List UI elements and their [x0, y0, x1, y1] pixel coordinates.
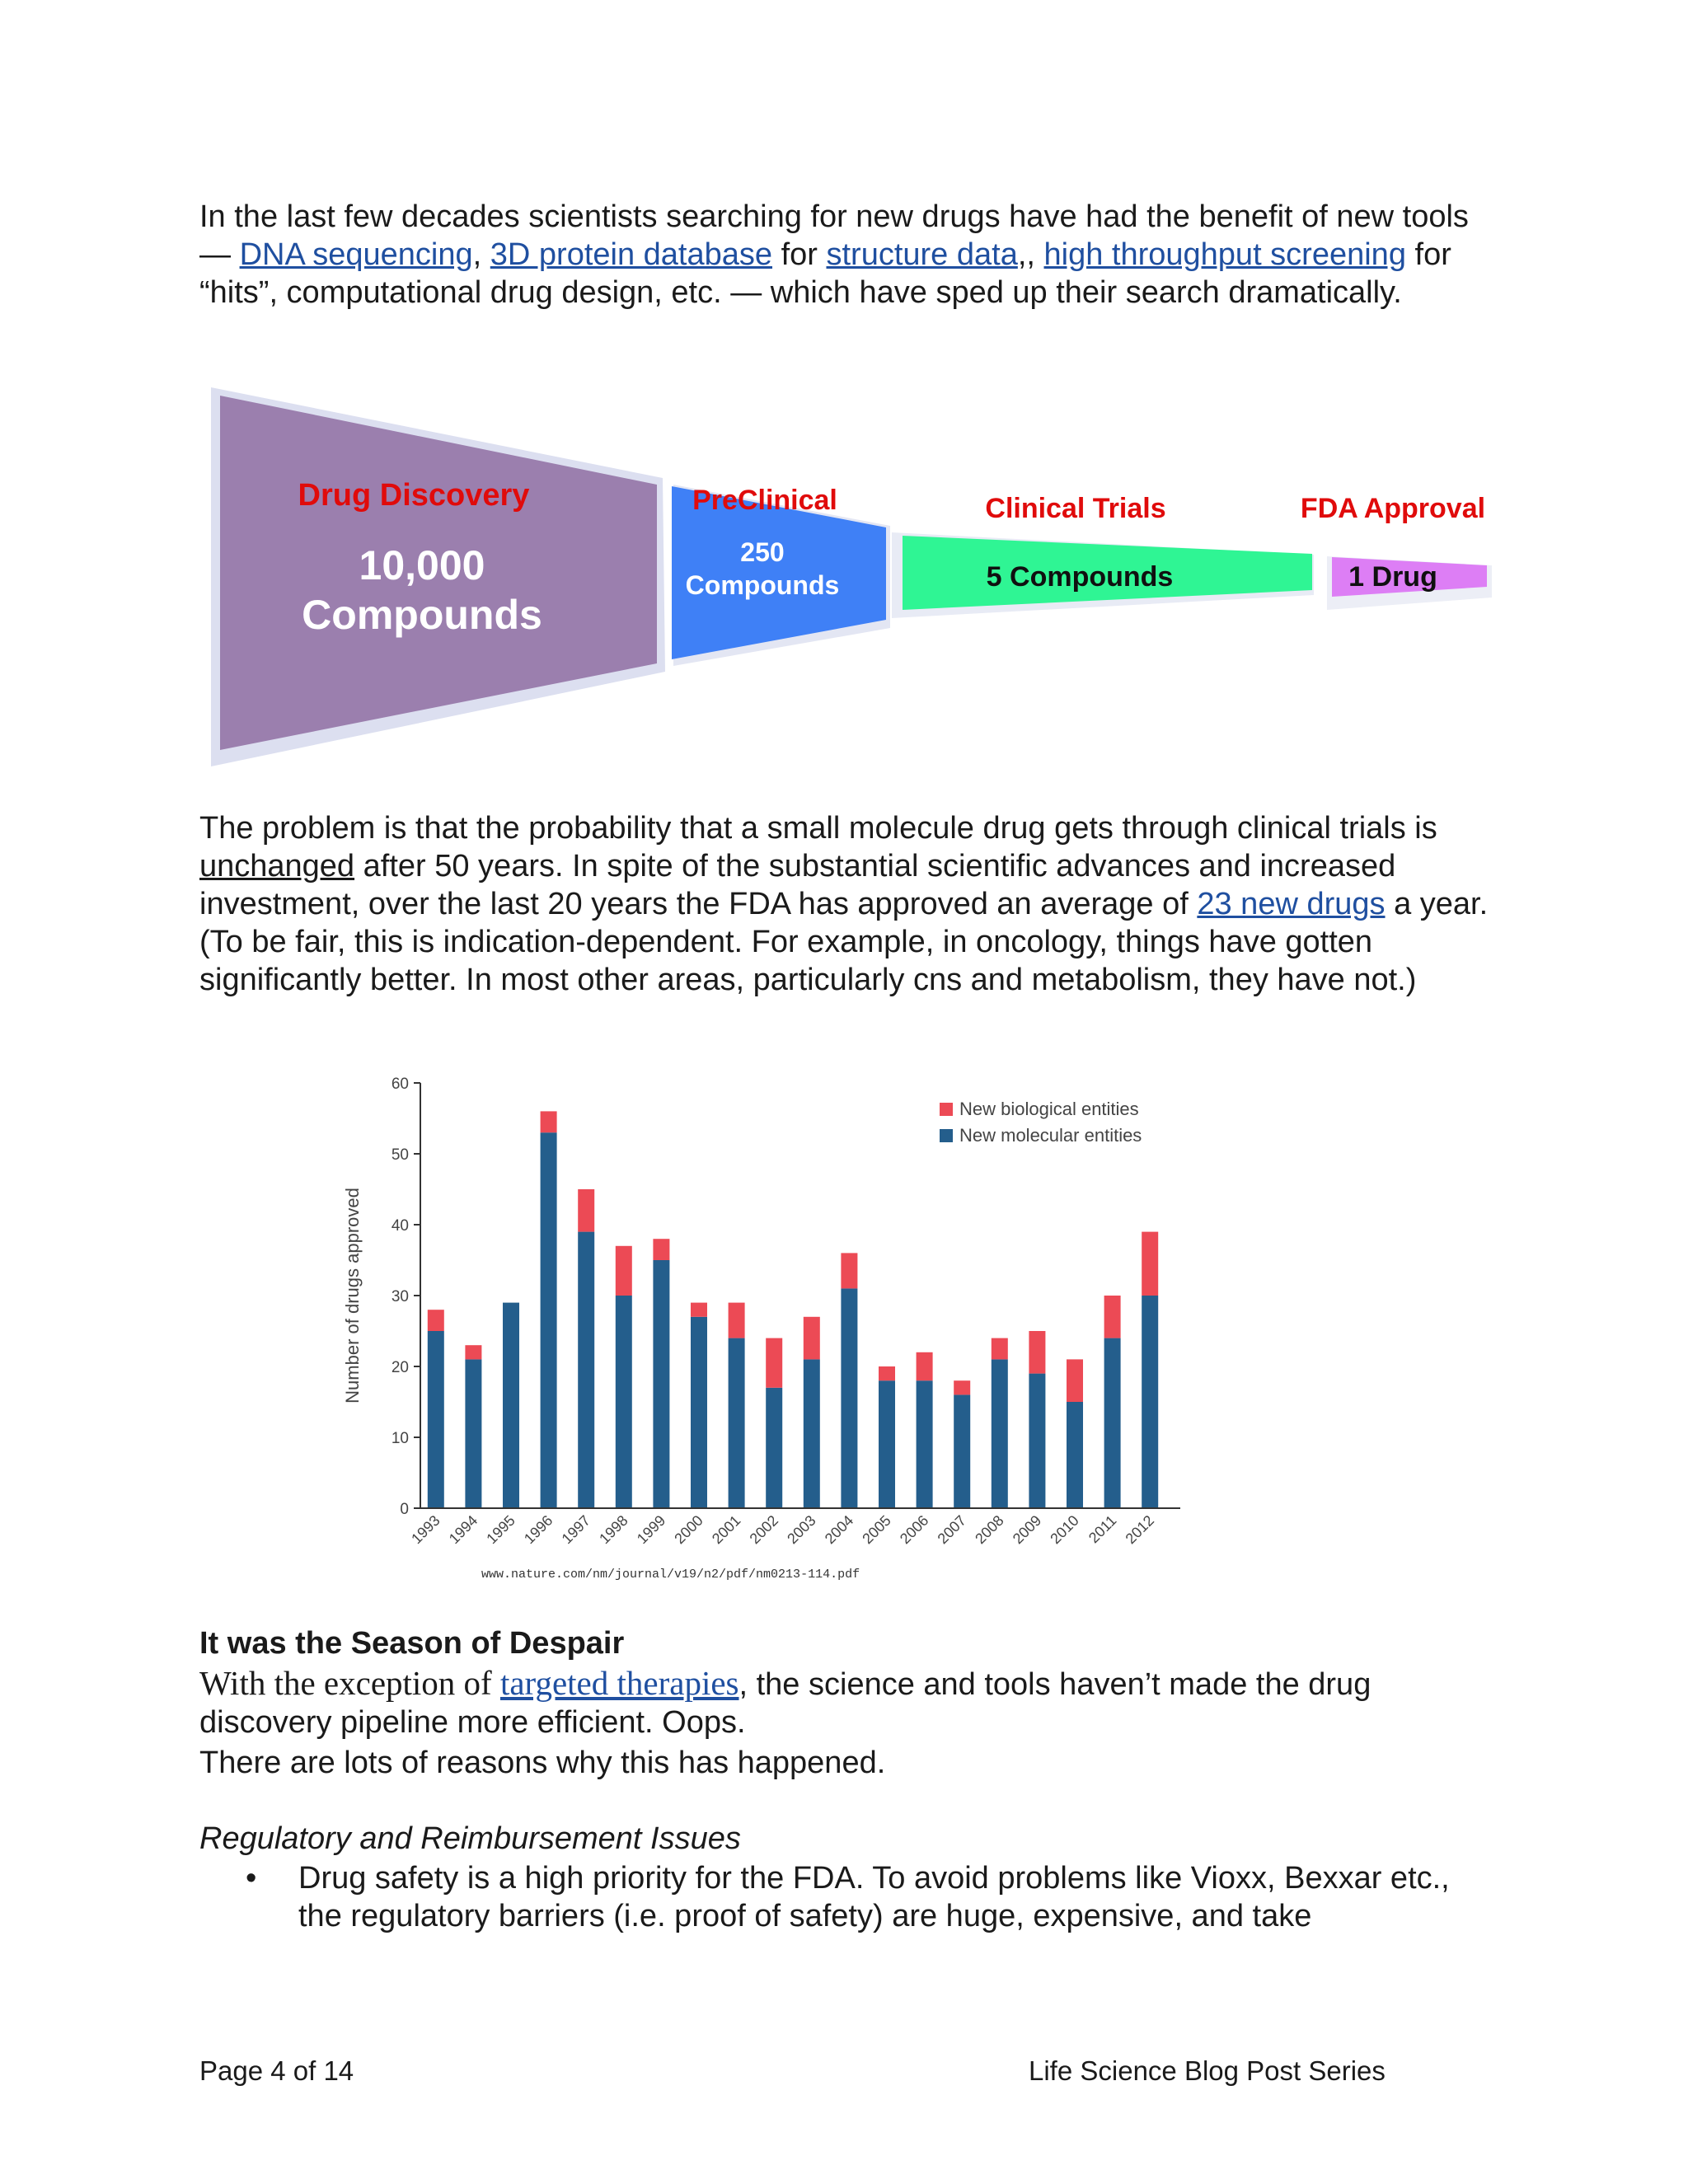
- x-tick-label: 2011: [1085, 1511, 1120, 1547]
- bar-molecular-2006: [917, 1380, 933, 1508]
- discovery-title: Drug Discovery: [298, 478, 530, 513]
- preclinical-unit: Compounds: [685, 570, 840, 600]
- x-tick-label: 2010: [1047, 1511, 1082, 1548]
- bar-molecular-1997: [578, 1232, 594, 1508]
- structure-data-link[interactable]: structure data: [826, 237, 1018, 272]
- x-tick-label: 1999: [633, 1511, 669, 1548]
- bar-molecular-1995: [503, 1303, 519, 1508]
- high-throughput-link[interactable]: high throughput screening: [1043, 237, 1406, 272]
- section-heading: It was the Season of Despair: [199, 1626, 625, 1661]
- problem-paragraph: [199, 809, 1502, 999]
- x-tick-label: 2003: [784, 1511, 819, 1548]
- x-tick-label: 2000: [671, 1511, 706, 1548]
- intro-text-5: for “hits”, computational drug design, etc. — which have sped up their search dramatically.: [199, 237, 1451, 310]
- legend-swatch-molecular: [940, 1129, 953, 1142]
- x-tick-label: 1995: [483, 1511, 518, 1548]
- page-number: Page 4 of 14: [199, 2055, 354, 2086]
- bar-molecular-1996: [541, 1132, 557, 1508]
- bar-biological-2009: [1029, 1331, 1045, 1374]
- intro-text-1: In the last few decades scientists searching for new drugs have had the benefit of new tools —: [199, 199, 1469, 272]
- bar-biological-2007: [954, 1380, 970, 1394]
- bar-molecular-2000: [691, 1317, 707, 1508]
- bar-biological-2000: [691, 1303, 707, 1317]
- bar-biological-1999: [653, 1239, 669, 1260]
- bar-molecular-2004: [841, 1288, 857, 1508]
- unchanged-text: unchanged: [199, 849, 355, 883]
- bar-molecular-1994: [465, 1359, 481, 1508]
- legend-swatch-biological: [940, 1103, 953, 1116]
- discovery-count: 10,000: [359, 542, 485, 588]
- bullet-text: Drug safety is a high priority for the FDA. To avoid problems like Vioxx, Bexxar etc., the regulatory barriers (i.e. proof of safety) are huge, expensive, and take: [298, 1861, 1450, 1933]
- protein-database-link[interactable]: 3D protein database: [490, 237, 773, 272]
- bar-biological-1994: [465, 1345, 481, 1359]
- intro-text-2: ,: [472, 237, 490, 272]
- problem-text-1: The problem is that the probability that a small molecule drug gets through clinical trials is: [199, 811, 1437, 846]
- x-tick-label: 2006: [896, 1511, 932, 1548]
- x-tick-label: 1996: [520, 1511, 556, 1548]
- x-tick-label: 1993: [408, 1511, 443, 1548]
- clinical-label: 5 Compounds: [986, 561, 1174, 593]
- discovery-unit: Compounds: [302, 592, 542, 638]
- bar-molecular-2008: [992, 1359, 1008, 1508]
- bar-molecular-2001: [729, 1338, 745, 1508]
- bar-molecular-1993: [428, 1331, 444, 1508]
- x-tick-label: 2007: [934, 1511, 970, 1548]
- bar-biological-1997: [578, 1189, 594, 1232]
- y-tick-label: 50: [391, 1146, 409, 1164]
- x-tick-label: 2004: [821, 1511, 857, 1548]
- section-paragraph-2: There are lots of reasons why this has happened.: [199, 1746, 886, 1780]
- x-tick-label: 2008: [972, 1511, 1007, 1548]
- bar-molecular-2007: [954, 1394, 970, 1508]
- legend-label-molecular: New molecular entities: [959, 1125, 1142, 1146]
- y-tick-label: 30: [391, 1288, 409, 1305]
- y-tick-label: 20: [391, 1359, 409, 1376]
- new-drugs-link[interactable]: 23 new drugs: [1197, 887, 1386, 921]
- x-tick-label: 1998: [596, 1511, 631, 1548]
- bar-molecular-2010: [1067, 1402, 1083, 1508]
- bar-biological-2008: [992, 1338, 1008, 1360]
- x-tick-label: 2005: [859, 1511, 894, 1548]
- y-tick-label: 60: [391, 1076, 409, 1093]
- bar-molecular-1999: [653, 1260, 669, 1508]
- bar-biological-1996: [541, 1111, 557, 1132]
- clinical-title: Clinical Trials: [985, 493, 1166, 524]
- intro-text-3: for: [772, 237, 827, 272]
- x-tick-label: 2002: [746, 1511, 782, 1548]
- bar-biological-2012: [1142, 1232, 1158, 1296]
- y-axis-label: Number of drugs approved: [342, 1188, 363, 1404]
- intro-paragraph: [199, 198, 1502, 312]
- footer-series-title: Life Science Blog Post Series: [1029, 2055, 1386, 2086]
- dna-sequencing-link[interactable]: DNA sequencing: [239, 237, 473, 272]
- bar-molecular-2011: [1104, 1338, 1121, 1508]
- bar-molecular-2002: [766, 1388, 782, 1508]
- y-tick-label: 0: [400, 1501, 409, 1518]
- bar-molecular-2009: [1029, 1374, 1045, 1508]
- section-text-1: With the exception of: [199, 1664, 500, 1702]
- bar-molecular-2012: [1142, 1296, 1158, 1508]
- x-tick-label: 2009: [1009, 1511, 1045, 1548]
- bar-molecular-1998: [616, 1296, 632, 1508]
- bar-biological-2002: [766, 1338, 782, 1388]
- bar-molecular-2005: [879, 1380, 895, 1508]
- y-tick-label: 10: [391, 1430, 409, 1447]
- x-tick-label: 2001: [708, 1511, 744, 1548]
- preclinical-title: PreClinical: [692, 485, 837, 516]
- bar-biological-2001: [729, 1303, 745, 1338]
- regulatory-subheading: Regulatory and Reimbursement Issues: [199, 1821, 741, 1856]
- approval-title: FDA Approval: [1300, 493, 1486, 524]
- preclinical-count: 250: [740, 537, 785, 567]
- section-text-2: , the science and tools haven’t made the drug discovery pipeline more efficient. Oops.: [199, 1667, 1372, 1740]
- x-tick-label: 1994: [445, 1511, 481, 1548]
- bar-biological-1993: [428, 1310, 444, 1331]
- bar-biological-2006: [917, 1352, 933, 1380]
- y-tick-label: 40: [391, 1217, 409, 1235]
- bar-biological-2003: [804, 1317, 820, 1360]
- bar-molecular-2003: [804, 1359, 820, 1508]
- bar-biological-1998: [616, 1246, 632, 1296]
- bar-biological-2011: [1104, 1296, 1121, 1338]
- section-paragraph-1: [199, 1664, 1502, 1741]
- intro-text-4: ,,: [1017, 237, 1044, 272]
- bar-biological-2010: [1067, 1359, 1083, 1402]
- x-tick-label: 2012: [1122, 1511, 1158, 1548]
- legend-label-biological: New biological entities: [959, 1099, 1139, 1119]
- fda-approvals-chart: [330, 1063, 1195, 1591]
- problem-text-3: a year. (To be fair, this is indication-dependent. For example, in oncology, things have gotten significantly better. In most other areas, particularly cns and metabolism, they have not.): [199, 887, 1489, 997]
- approval-label: 1 Drug: [1348, 561, 1437, 593]
- x-tick-label: 1997: [558, 1511, 594, 1548]
- problem-text-2: after 50 years. In spite of the substantial scientific advances and increased investment, over the last 20 years the FDA has approved an average of: [199, 849, 1396, 921]
- chart-source: www.nature.com/nm/journal/v19/n2/pdf/nm0213-114.pdf: [481, 1568, 860, 1582]
- bar-biological-2004: [841, 1253, 857, 1288]
- bar-biological-2005: [879, 1366, 895, 1380]
- bullet-icon: •: [246, 1861, 257, 1896]
- targeted-therapies-link[interactable]: targeted therapies: [499, 1664, 739, 1702]
